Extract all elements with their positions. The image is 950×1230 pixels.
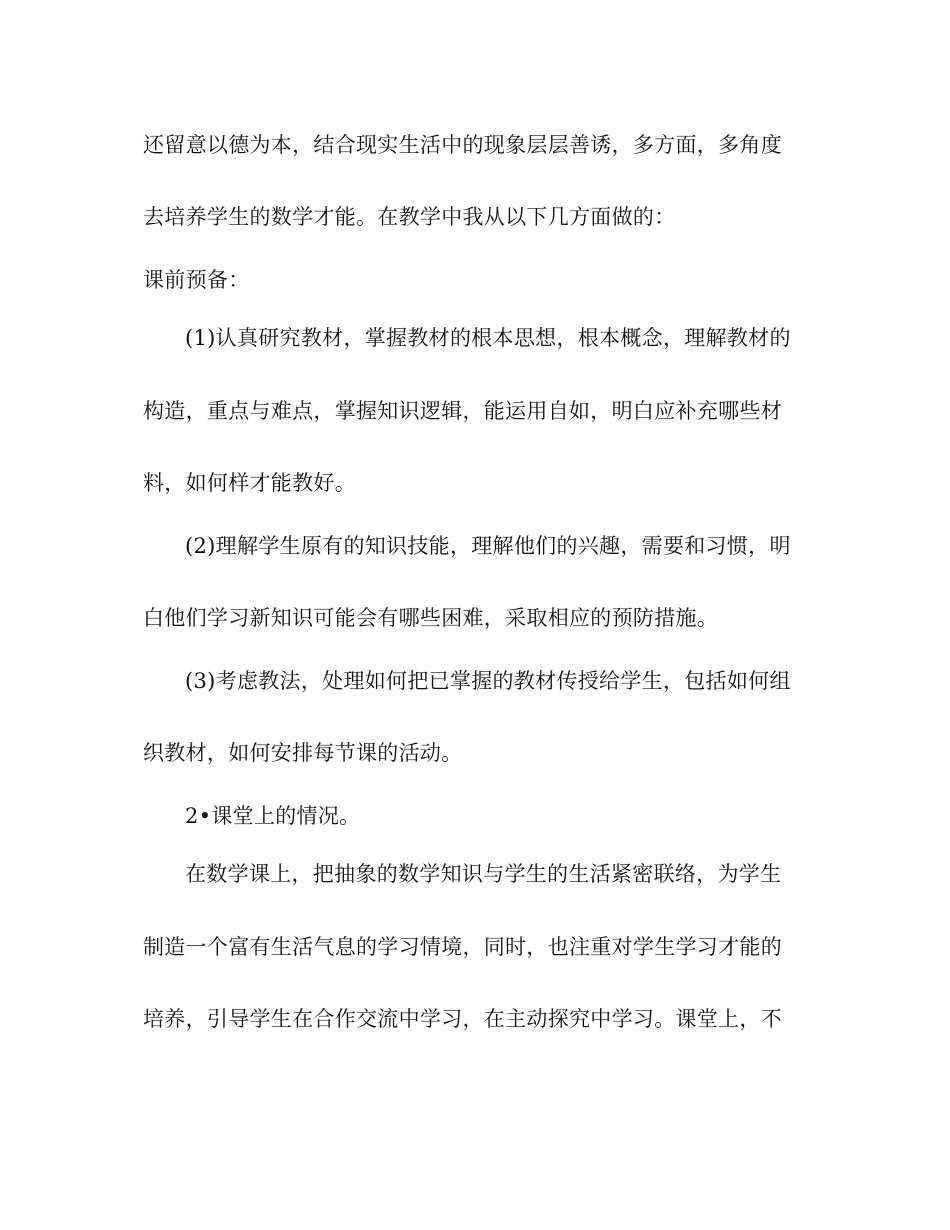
text-line: 去培养学生的数学才能。在教学中我从以下几方面做的： xyxy=(143,205,676,229)
section-heading: 课前预备： xyxy=(143,268,250,292)
text-line: 白他们学习新知识可能会有哪些困难，采取相应的预防措施。 xyxy=(143,606,719,630)
text-line: 料，如何样才能教好。 xyxy=(143,471,356,495)
text-line: 织教材，如何安排每节课的活动。 xyxy=(143,741,463,765)
text-line: 还留意以德为本，结合现实生活中的现象层层善诱，多方面，多角度 xyxy=(143,133,782,157)
text-line: 培养，引导学生在合作交流中学习，在主动探究中学习。课堂上，不 xyxy=(143,1007,782,1031)
text-line: 在数学课上，把抽象的数学知识与学生的生活紧密联络，为学生 xyxy=(185,862,782,886)
text-line: 构造，重点与难点，掌握知识逻辑，能运用自如，明白应补充哪些材 xyxy=(143,399,782,423)
text-line: (2)理解学生原有的知识技能，理解他们的兴趣，需要和习惯，明 xyxy=(185,534,791,558)
text-line: (3)考虑教法，处理如何把已掌握的教材传授给学生，包括如何组 xyxy=(185,669,791,693)
section-heading: 2•课堂上的情况。 xyxy=(185,804,361,828)
text-line: 制造一个富有生活气息的学习情境，同时，也注重对学生学习才能的 xyxy=(143,935,782,959)
text-line: (1)认真研究教材，掌握教材的根本思想，根本概念，理解教材的 xyxy=(185,326,791,350)
